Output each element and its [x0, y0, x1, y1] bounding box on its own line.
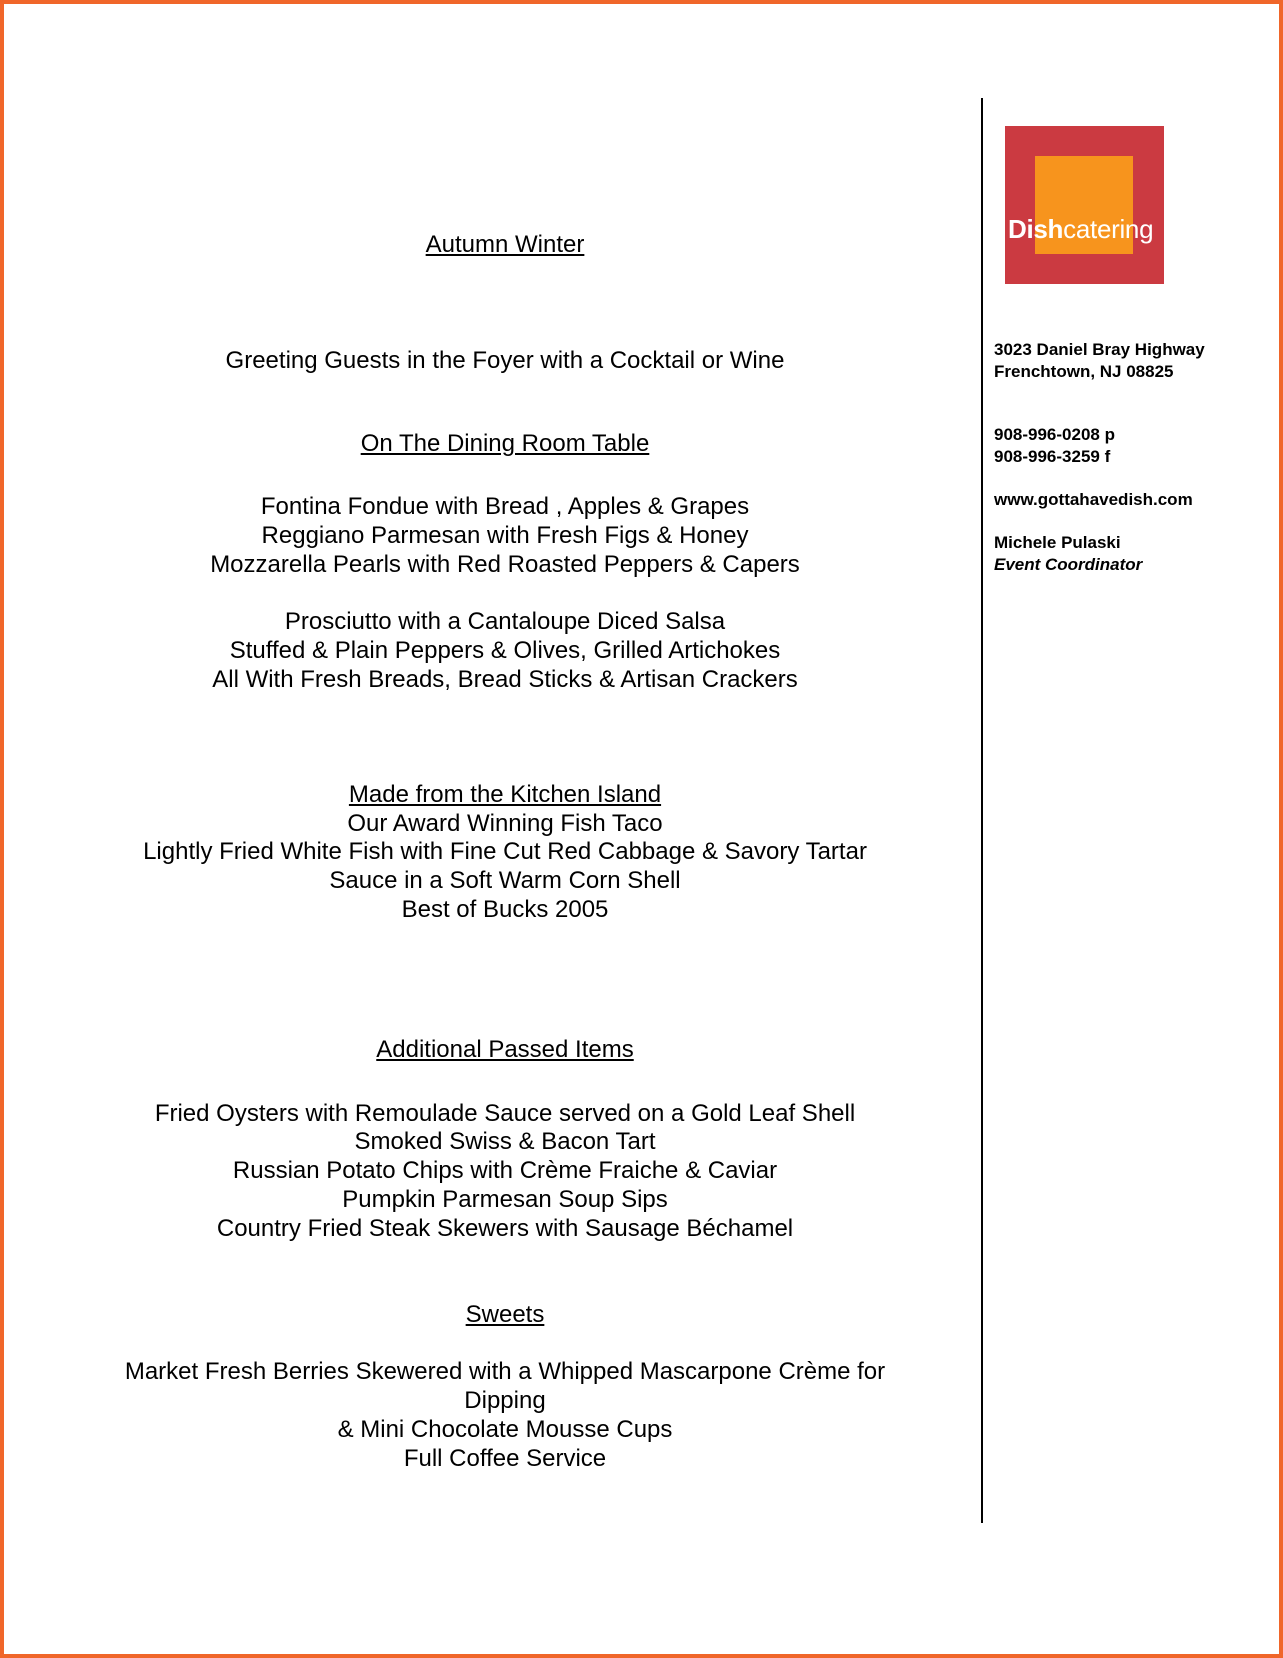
passed-item: Country Fried Steak Skewers with Sausage Béchamel [216, 1215, 794, 1242]
kitchen-item: Our Award Winning Fish Taco [347, 810, 663, 837]
sweets-item: & Mini Chocolate Mousse Cups [337, 1416, 673, 1443]
kitchen-heading: Made from the Kitchen Island [348, 781, 662, 808]
coordinator-role: Event Coordinator [994, 555, 1143, 574]
sweets-item: Market Fresh Berries Skewered with a Whipped Mascarpone Crème for [124, 1358, 886, 1385]
sweets-item: Full Coffee Service [403, 1445, 607, 1472]
menu-title: Autumn Winter [425, 231, 585, 258]
dining-item: Prosciutto with a Cantaloupe Diced Salsa [284, 608, 726, 635]
dining-item: Stuffed & Plain Peppers & Olives, Grilled Artichokes [229, 637, 781, 664]
passed-item: Smoked Swiss & Bacon Tart [354, 1128, 656, 1155]
address-line-1: 3023 Daniel Bray Highway [994, 340, 1205, 359]
address-line-2: Frenchtown, NJ 08825 [994, 362, 1174, 381]
dining-item: Fontina Fondue with Bread , Apples & Grapes [260, 493, 750, 520]
sweets-item: Dipping [464, 1387, 546, 1414]
fax-number: 908-996-3259 f [994, 447, 1111, 466]
dish-catering-logo [1005, 126, 1164, 284]
passed-item: Russian Potato Chips with Crème Fraiche & Caviar [232, 1157, 778, 1184]
logo-bold-text: Dish [1008, 214, 1064, 244]
coordinator-name: Michele Pulaski [994, 533, 1121, 552]
dining-item: Reggiano Parmesan with Fresh Figs & Honey [261, 522, 749, 549]
dining-item: All With Fresh Breads, Bread Sticks & Artisan Crackers [212, 666, 798, 693]
logo-wordmark [1008, 214, 1153, 244]
dining-heading: On The Dining Room Table [360, 430, 650, 457]
phone-number: 908-996-0208 p [994, 425, 1115, 444]
kitchen-item: Best of Bucks 2005 [401, 896, 609, 923]
kitchen-item: Sauce in a Soft Warm Corn Shell [329, 867, 681, 894]
website-link[interactable]: www.gottahavedish.com [994, 490, 1193, 509]
passed-item: Fried Oysters with Remoulade Sauce served on a Gold Leaf Shell [154, 1100, 856, 1127]
logo-light-text: catering [1063, 214, 1154, 244]
sweets-heading: Sweets [465, 1301, 545, 1328]
kitchen-item: Lightly Fried White Fish with Fine Cut Red Cabbage & Savory Tartar [143, 838, 867, 865]
dining-item: Mozzarella Pearls with Red Roasted Peppers & Capers [210, 551, 800, 578]
passed-item: Pumpkin Parmesan Soup Sips [342, 1186, 668, 1213]
passed-heading: Additional Passed Items [376, 1036, 634, 1063]
vertical-divider [981, 98, 983, 1523]
greeting-line: Greeting Guests in the Foyer with a Cocktail or Wine [225, 347, 785, 374]
